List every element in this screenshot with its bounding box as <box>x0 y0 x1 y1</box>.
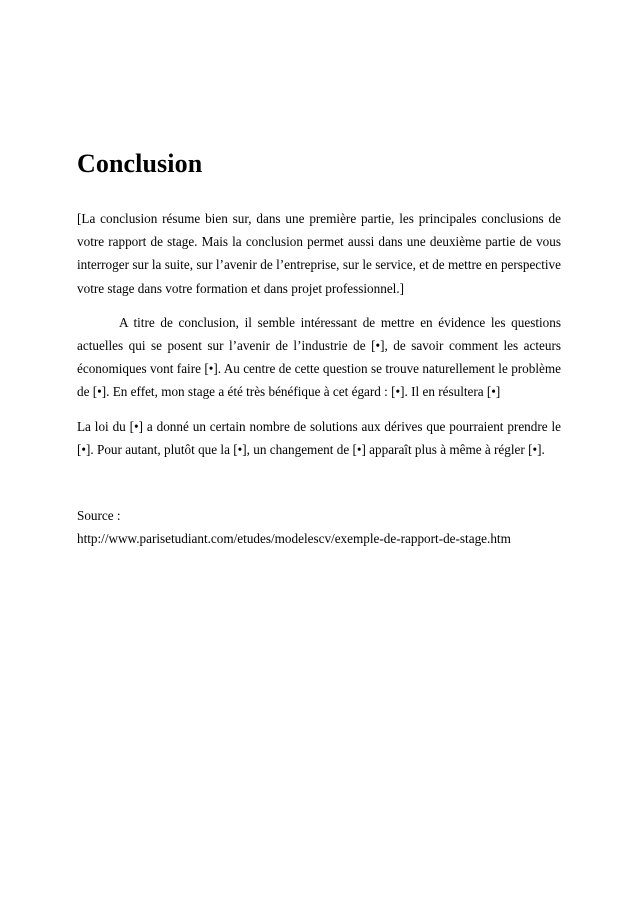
source-link[interactable]: http://www.parisetudiant.com/etudes/modelescv/exemple-de-rapport-de-stage.htm <box>77 531 511 547</box>
source-label: Source : <box>77 508 121 524</box>
document-body <box>77 148 561 550</box>
source-block <box>77 504 561 550</box>
intro-paragraph: [La conclusion résume bien sur, dans une première partie, les principales conclusions de votre rapport de stage. Mais la conclusion permet aussi dans une deuxième partie de vous interroger sur la suite, sur l’avenir de l’entreprise, sur le service, et de mettre en perspective votre stage dans votre formation et dans projet professionnel.] <box>77 211 561 296</box>
law-paragraph: La loi du [•] a donné un certain nombre de solutions aux dérives que pourraient prendre le [•]. Pour autant, plutôt que la [•], un changement de [•] apparaît plus à même à régler [•]. <box>77 418 561 457</box>
conclusion-paragraph: A titre de conclusion, il semble intéressant de mettre en évidence les questions actuelles qui se posent sur l’avenir de l’industrie de [•], de savoir comment les acteurs économiques vont faire [•]. Au centre de cette question se trouve naturellement le problème de [•]. En effet, mon stage a été très bénéfique à cet égard : [•]. Il en résultera [•] <box>77 314 561 400</box>
page-title: Conclusion <box>77 149 203 178</box>
